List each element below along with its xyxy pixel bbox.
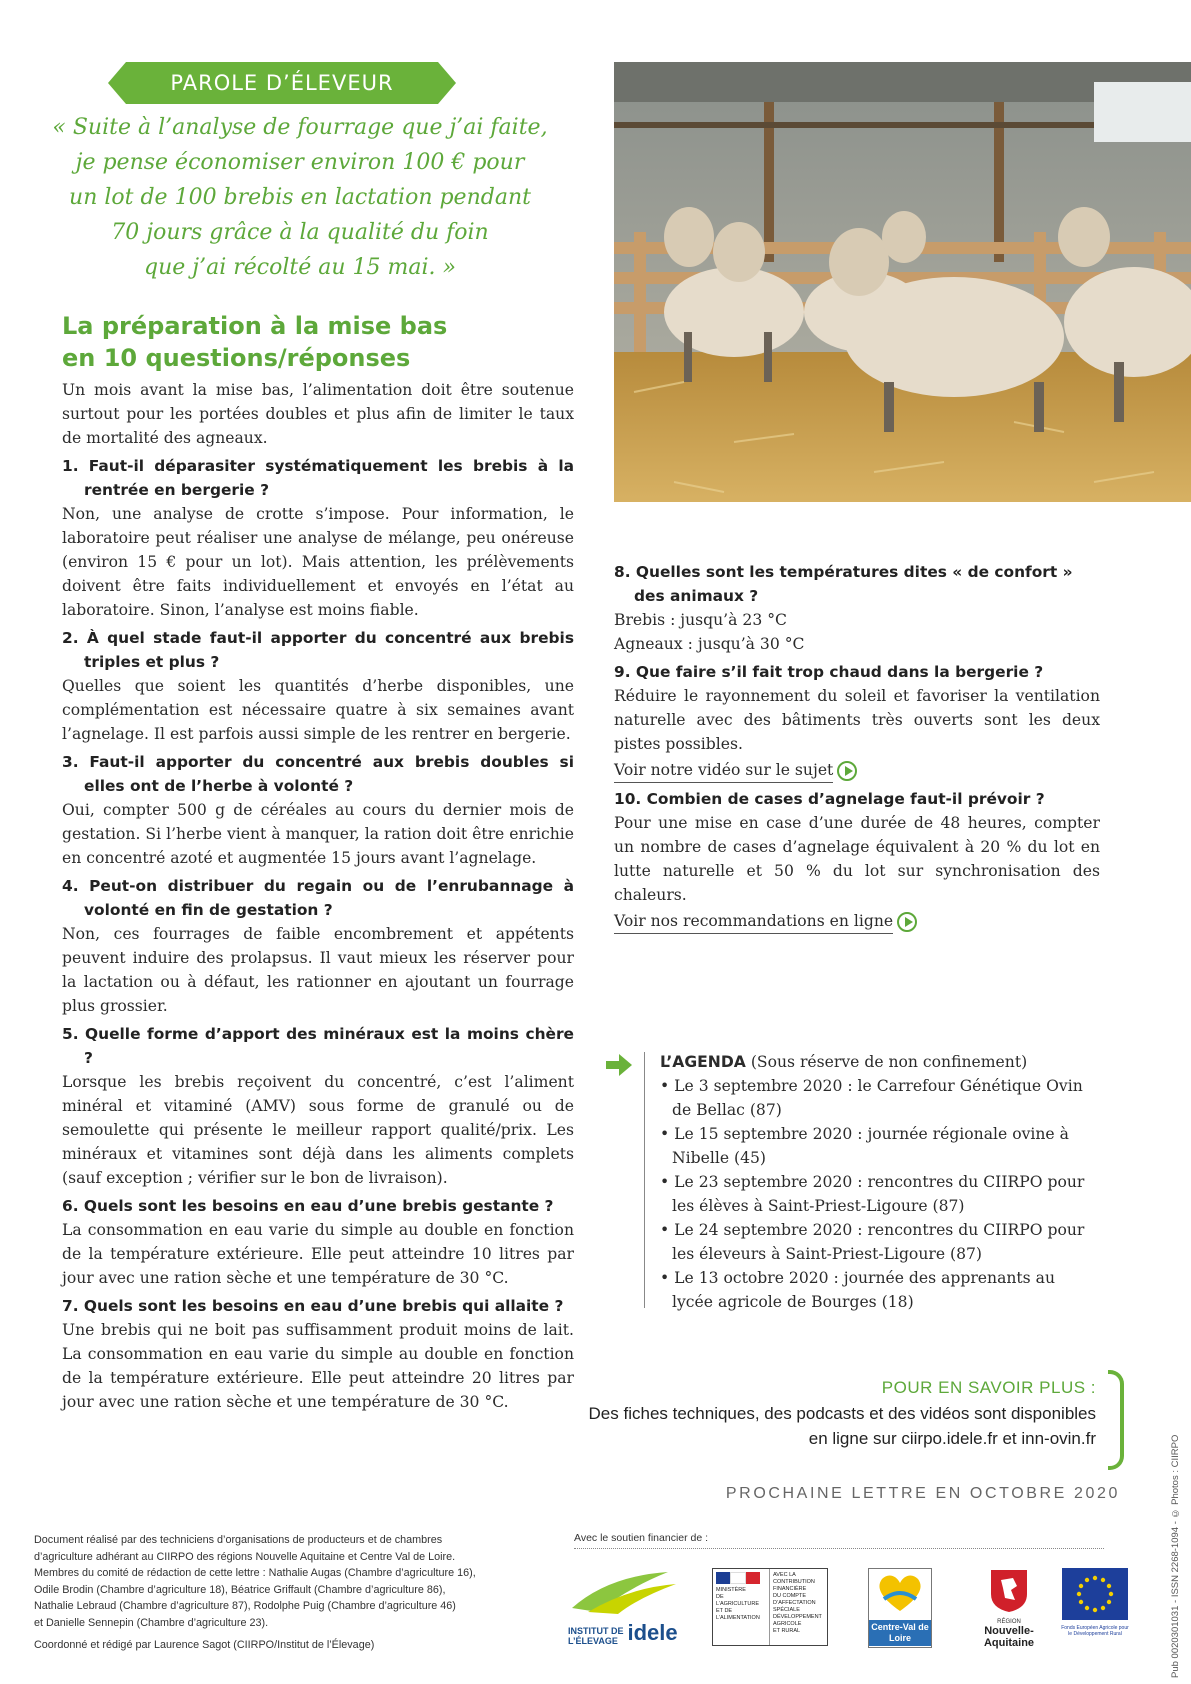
centre-val-de-loire-logo (868, 1568, 932, 1648)
learn-more-line: en ligne sur ciirpo.idele.fr et inn-ovin.fr (808, 1429, 1096, 1448)
breeder-quote (40, 110, 560, 285)
video-link-row (614, 756, 1100, 783)
intro-paragraph: Un mois avant la mise bas, l’alimentation doit être soutenue surtout pour les portées doubles et plus afin de limiter le taux de mortalité des agneaux. (62, 381, 574, 447)
eu-logo (1060, 1568, 1130, 1652)
ministry-caption: CONTRIBUTION (773, 1579, 815, 1585)
idele-line2: L’ÉLEVAGE (568, 1636, 618, 1646)
quote-line: un lot de 100 brebis en lactation pendant (69, 185, 531, 210)
learn-more-title: POUR EN SAVOIR PLUS : (881, 1378, 1096, 1397)
agenda-heading (660, 1050, 1100, 1074)
question-3: 3. Faut-il apporter du concentré aux brebis doubles si elles ont de l’herbe à volonté ? (62, 753, 574, 795)
agenda-list (660, 1074, 1100, 1314)
eu-flag-icon (1062, 1568, 1128, 1620)
ministry-name: DE L’AGRICULTURE (716, 1594, 759, 1607)
funding-divider (574, 1548, 1104, 1549)
ministry-caption: ET RURAL (773, 1628, 801, 1634)
green-bracket (1108, 1370, 1124, 1470)
section-title-line: en 10 questions/réponses (62, 344, 411, 372)
footer-line: Nathalie Lebraud (Chambre d’agriculture 87), Rodolphe Puig (Chambre d’agriculture 46) (34, 1600, 456, 1612)
agenda-item: • Le 24 septembre 2020 : rencontres du CIIRPO pour les éleveurs à Saint-Priest-Ligoure (87) (660, 1218, 1100, 1266)
learn-more-box (560, 1375, 1096, 1451)
idele-brand: idele (627, 1620, 678, 1645)
video-link[interactable]: Voir notre vidéo sur le sujet (614, 758, 833, 783)
answer-1: Non, une analyse de crotte s’impose. Pour information, le laboratoire peut réaliser une analyse de mélange, peu onéreuse (environ 15 € pour un lot). Mais attention, les prélèvements doivent être faits individuellement et envoyés en l’état au laboratoire. Sinon, l’analyse est moins fiable. (62, 505, 574, 619)
question-10: 10. Combien de cases d’agnelage faut-il prévoir ? (614, 790, 1045, 808)
question-2: 2. À quel stade faut-il apporter du concentré aux brebis triples et plus ? (62, 629, 574, 671)
footer-line: Odile Brodin (Chambre d’agriculture 18), Béatrice Griffault (Chambre d’agriculture 86), (34, 1583, 446, 1596)
french-flag-icon (716, 1572, 760, 1584)
agenda-item: • Le 15 septembre 2020 : journée régionale ovine à Nibelle (45) (660, 1122, 1100, 1170)
sheep-barn-photo (614, 62, 1191, 502)
footer-line: d’agriculture adhérant au CIIRPO des régions Nouvelle Aquitaine et Centre Val de Loire. (34, 1550, 456, 1563)
nouvelle-aquitaine-label: Nouvelle-Aquitaine (983, 1625, 1035, 1649)
eu-caption: Fonds Européen Agricole pour le Développement Rural (1061, 1625, 1129, 1637)
nouvelle-aquitaine-logo (976, 1568, 1042, 1652)
question-9: 9. Que faire s’il fait trop chaud dans la bergerie ? (614, 663, 1044, 681)
agenda-title: L’AGENDA (660, 1053, 746, 1071)
answer-9: Réduire le rayonnement du soleil et favoriser la ventilation naturelle avec des bâtiments très ouverts sont les deux pistes possibles. (614, 687, 1100, 753)
answer-8-sheep: Brebis : jusqu’à 23 °C (614, 611, 787, 629)
quote-line: je pense économiser environ 100 € pour (75, 150, 525, 175)
play-icon[interactable] (897, 912, 917, 932)
question-6: 6. Quels sont les besoins en eau d’une brebis gestante ? (62, 1197, 554, 1215)
arrow-right-icon (606, 1054, 632, 1076)
parole-banner (126, 62, 438, 104)
funding-label: Avec le soutien financier de : (574, 1532, 709, 1544)
agenda-item: • Le 3 septembre 2020 : le Carrefour Génétique Ovin de Bellac (87) (660, 1074, 1100, 1122)
answer-4: Non, ces fourrages de faible encombrement et appétents peuvent induire des prolapsus. Il vaut mieux les réserver pour la lactation ou à défaut, les rationner en ajoutant un fourrage plus grossier. (62, 925, 574, 1015)
answer-2: Quelles que soient les quantités d’herbe disponibles, une complémentation est nécessaire quatre à six semaines avant l’agnelage. Il est parfois aussi simple de les rentrer en bergerie. (62, 677, 574, 743)
quote-line: que j’ai récolté au 15 mai. » (144, 255, 456, 280)
footer-line: Coordonné et rédigé par Laurence Sagot (CIIRPO/Institut de l’Élevage) (34, 1639, 375, 1651)
region-label: RÉGION (997, 1619, 1021, 1625)
ministry-caption: SPÉCIALE (773, 1607, 800, 1613)
agenda-item: • Le 13 octobre 2020 : journée des apprenants au lycée agricole de Bourges (18) (660, 1266, 1100, 1314)
quote-line: 70 jours grâce à la qualité du foin (111, 220, 489, 245)
play-icon[interactable] (837, 761, 857, 781)
question-1: 1. Faut-il déparasiter systématiquement les brebis à la rentrée en bergerie ? (62, 457, 574, 499)
footer-line: Document réalisé par des techniciens d’organisations de producteurs et de chambres (34, 1534, 443, 1546)
ministry-caption: DU COMPTE (773, 1593, 806, 1599)
question-4: 4. Peut-on distribuer du regain ou de l’enrubannage à volonté en fin de gestation ? (62, 877, 574, 919)
footer-line: Membres du comité de rédaction de cette lettre : Nathalie Augas (Chambre d’agriculture 16), (34, 1567, 476, 1579)
answer-8-lambs: Agneaux : jusqu’à 30 °C (614, 635, 805, 653)
footer-credits (34, 1532, 554, 1654)
heart-icon (870, 1569, 930, 1615)
ministry-name: MINISTÈRE (716, 1587, 746, 1593)
ministry-caption: AVEC LA (773, 1572, 796, 1578)
ministry-name: L’ALIMENTATION (716, 1615, 760, 1621)
publication-info: Pub 0020301031 - ISSN 2268-1094 - © Photos : CIIRPO (1170, 1434, 1181, 1678)
ministry-caption: D’AFFECTATION (773, 1600, 816, 1606)
qa-left-column (62, 378, 574, 1414)
answer-3: Oui, compter 500 g de céréales au cours du dernier mois de gestation. Si l’herbe vient à manquer, la ration doit être enrichie en concentré azoté et augmentée 15 jours avant l’agnelage. (62, 801, 574, 867)
next-letter-notice: PROCHAINE LETTRE EN OCTOBRE 2020 (725, 1485, 1120, 1502)
section-title (62, 310, 552, 374)
agenda-divider (644, 1052, 645, 1308)
agenda-item: • Le 23 septembre 2020 : rencontres du CIIRPO pour les élèves à Saint-Priest-Ligoure (87) (660, 1170, 1100, 1218)
learn-more-line: Des fiches techniques, des podcasts et des vidéos sont disponibles (588, 1404, 1096, 1423)
answer-7: Une brebis qui ne boit pas suffisamment produit moins de lait. La consommation en eau varie du simple au double en fonction de la température extérieure. Elle peut atteindre 20 litres par jour avec une ration sèche et une température de 30 °C. (62, 1321, 574, 1411)
idele-logo (568, 1568, 680, 1658)
question-7: 7. Quels sont les besoins en eau d’une brebis qui allaite ? (62, 1297, 564, 1315)
shield-lion-icon (989, 1568, 1029, 1614)
idele-line1: INSTITUT DE (568, 1626, 624, 1636)
parole-banner-label: PAROLE D’ÉLEVEUR (170, 71, 394, 95)
footer-line: et Danielle Sennepin (Chambre d’agriculture 23). (34, 1616, 269, 1629)
question-5: 5. Quelle forme d’apport des minéraux est la moins chère ? (62, 1025, 574, 1067)
ministry-caption: FINANCIÈRE (773, 1586, 807, 1592)
agenda-subtitle: (Sous réserve de non confinement) (745, 1053, 1028, 1071)
quote-line: « Suite à l’analyse de fourrage que j’ai faite, (52, 115, 548, 140)
section-title-line: La préparation à la mise bas (62, 312, 448, 340)
recommendations-link[interactable]: Voir nos recommandations en ligne (614, 909, 893, 934)
question-8: 8. Quelles sont les températures dites « de confort » des animaux ? (614, 563, 1073, 605)
ministry-logo (712, 1568, 828, 1646)
qa-right-column (614, 556, 1100, 934)
ministry-caption: DÉVELOPPEMENT (773, 1614, 822, 1620)
answer-5: Lorsque les brebis reçoivent du concentré, c’est l’aliment minéral et vitaminé (AMV) sous forme de granulé ou de semoulette qui présente le meilleur rapport qualité/prix. Les minéraux et vitamines sont déjà dans les aliments complets (sauf exception ; vérifier sur le bon de livraison). (62, 1073, 574, 1187)
answer-6: La consommation en eau varie du simple au double en fonction de la température extérieure. Elle peut atteindre 10 litres par jour avec une ration sèche et une température de 30 °C. (62, 1221, 574, 1287)
answer-10: Pour une mise en case d’une durée de 48 heures, compter un nombre de cases d’agnelage équivalent à 20 % du lot en lutte naturelle et 50 % du lot sur synchronisation des chaleurs. (614, 814, 1100, 904)
recommendations-link-row (614, 907, 1100, 934)
centre-label: Centre-Val de Loire (869, 1620, 931, 1646)
ministry-name: ET DE (716, 1608, 733, 1614)
agenda (660, 1050, 1100, 1314)
ministry-caption: AGRICOLE (773, 1621, 802, 1627)
